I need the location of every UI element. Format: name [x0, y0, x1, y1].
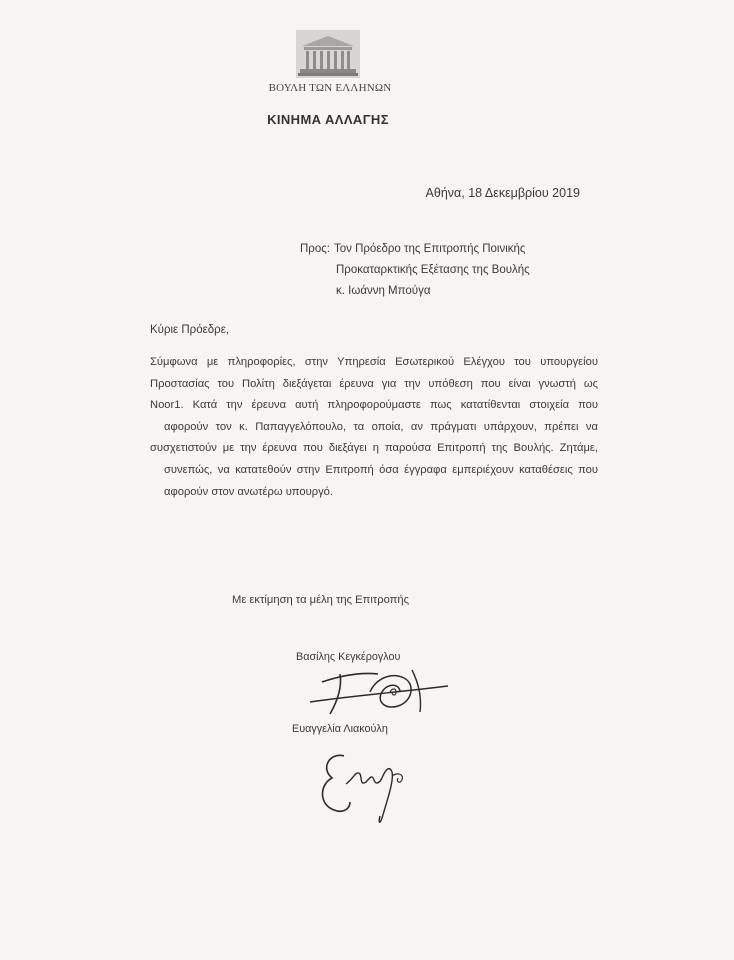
party-name: ΚΙΝΗΜΑ ΑΛΛΑΓΗΣ: [267, 112, 389, 127]
organization-name: ΒΟΥΛΗ ΤΩΝ ΕΛΛΗΝΩΝ: [268, 82, 392, 94]
letter-body: [150, 352, 598, 503]
body-line: Προστασίας του Πολίτη διεξάγεται έρευνα για την υπόθεση που είναι γνωστή ως: [150, 377, 598, 390]
signatory-name-1: Βασίλης Κεγκέρογλου: [296, 651, 401, 663]
body-line: συσχετιστούν με την έρευνα που διεξάγει η παρούσα Επιτροπή της Βουλής. Ζητάμε,: [150, 442, 598, 455]
recipient-line-1: [300, 239, 530, 260]
body-line: αφορούν στον ανωτέρω υπουργό.: [164, 485, 333, 498]
letter-date: Αθήνα, 18 Δεκεμβρίου 2019: [425, 186, 580, 200]
body-line: αφορούν τον κ. Παπαγγελόπουλο, τα οποία, αν πράγματι υπάρχουν, πρέπει να: [164, 420, 598, 433]
recipient-prefix: Προς:: [300, 243, 330, 255]
salutation: Κύριε Πρόεδρε,: [150, 324, 230, 336]
parliament-building-icon: [296, 30, 360, 78]
recipient-line-3: κ. Ιωάννη Μπούγα: [336, 285, 431, 297]
recipient-title: Τον Πρόεδρο της Επιτροπής Ποινικής: [333, 243, 526, 255]
recipient-line-2: Προκαταρκτικής Εξέτασης της Βουλής: [336, 264, 530, 276]
signature-2-icon: [310, 738, 420, 828]
recipient-block: [300, 239, 530, 302]
signature-1-icon: [300, 662, 450, 722]
body-line: συνεπώς, να κατατεθούν στην Επιτροπή όσα έγγραφα εμπεριέχουν καταθέσεις που: [164, 463, 598, 476]
body-line: Noor1. Κατά την έρευνα αυτή πληροφορούμαστε πως κατατίθενται στοιχεία που: [150, 399, 598, 412]
closing-phrase: Με εκτίμηση τα μέλη της Επιτροπής: [232, 594, 409, 606]
signatory-name-2: Ευαγγελία Λιακούλη: [292, 723, 388, 735]
body-line: Σύμφωνα με πληροφορίες, στην Υπηρεσία Εσωτερικού Ελέγχου του υπουργείου: [150, 356, 598, 368]
